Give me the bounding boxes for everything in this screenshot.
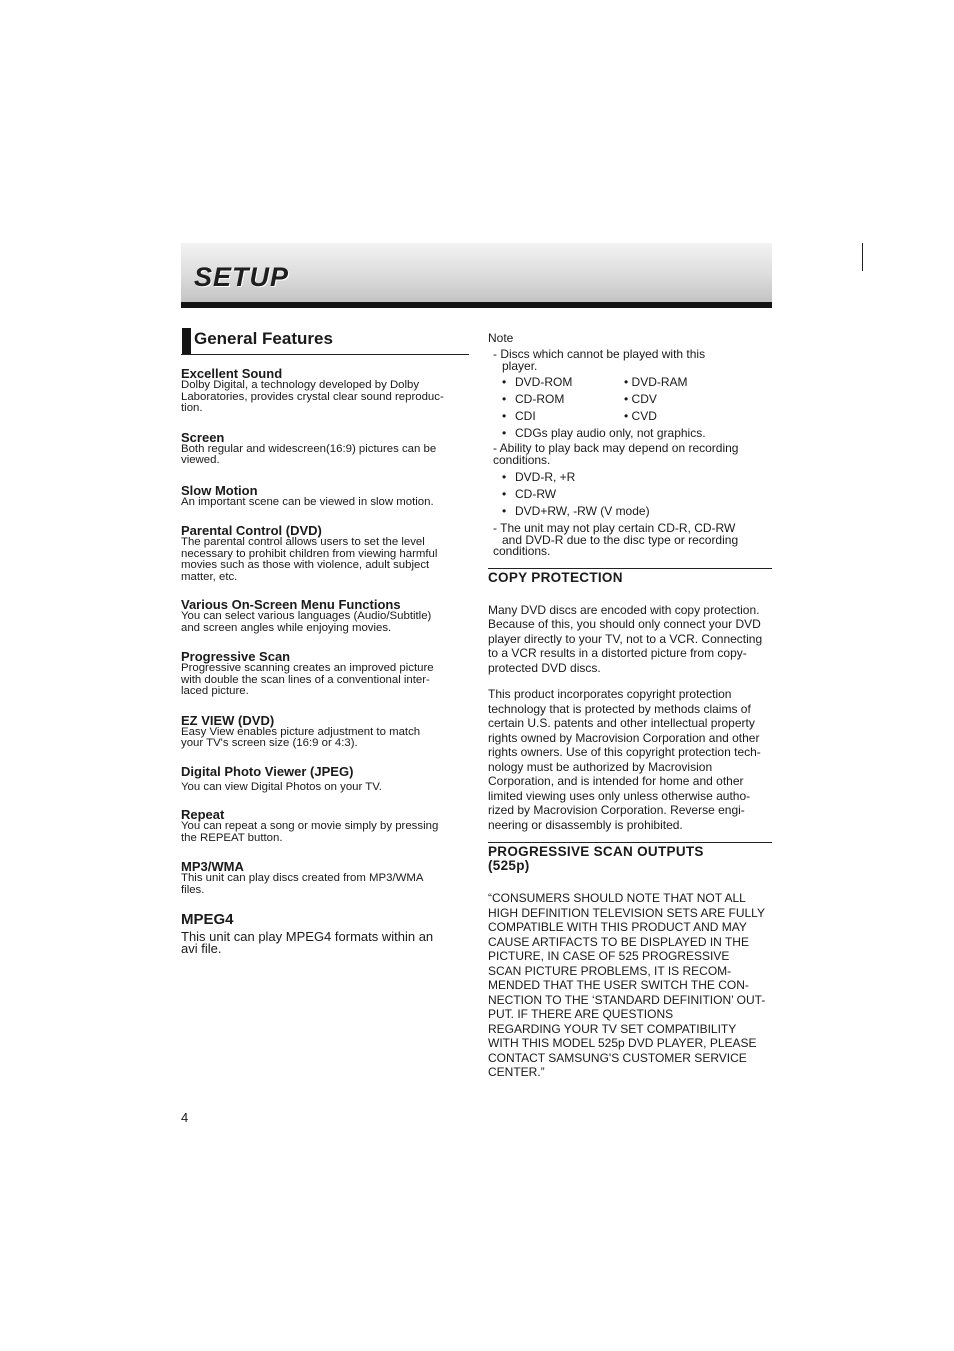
body-line: Many DVD discs are encoded with copy protection. [488,602,760,617]
body-line: limited viewing uses only unless otherwise autho- [488,788,751,803]
feature-slow-motion [181,484,469,509]
feature-title: Various On-Screen Menu Functions [181,597,401,612]
feature-screen [181,431,469,467]
progressive-outputs-body [488,891,772,1080]
cdg-row [488,425,772,442]
feature-text-line: An important scene can be viewed in slow motion. [181,495,434,508]
feature-mpeg4 [181,912,469,954]
disc-type: • CDV [624,392,657,406]
feature-text-line: Dolby Digital, a technology developed by Dolby [181,379,420,391]
feature-text-line: your TV's screen size (16:9 or 4:3). [181,737,358,749]
bullet-dot: • [502,487,507,501]
heading-marker-bar [182,328,191,354]
feature-title: Screen [181,429,225,445]
body-line: player directly to your TV, not to a VCR. Connecting [488,631,763,646]
progressive-outputs-title: PROGRESSIVE SCAN OUTPUTS [488,844,704,859]
body-line: CENTER.” [488,1065,545,1079]
crop-mark [862,243,863,271]
feature-mp3-wma [181,860,469,896]
feature-title: Repeat [181,807,225,822]
note-line: conditions. [493,544,551,558]
body-line: “CONSUMERS SHOULD NOTE THAT NOT ALL [488,891,746,905]
note-ability [488,443,772,466]
feature-text-line: laced picture. [181,685,249,697]
page-number: 4 [181,1110,189,1125]
general-features-title: General Features [194,329,333,348]
feature-text-line: You can view Digital Photos on your TV. [181,780,382,793]
feature-title: MPEG4 [181,911,234,928]
feature-excellent-sound [181,367,469,415]
note-line: and DVD-R due to the disc type or recording [502,532,739,547]
recordable-row [488,469,772,486]
body-line: SCAN PICTURE PROBLEMS, IT IS RECOM- [488,963,732,978]
bullet-dot: • [502,504,507,518]
feature-title: EZ VIEW (DVD) [181,712,275,728]
body-line: rized by Macrovision Corporation. Reverse engi- [488,803,745,817]
feature-title: Excellent Sound [181,366,283,381]
recordable-type: DVD+RW, -RW (V mode) [515,504,650,518]
disc-type: • DVD-RAM [624,375,688,389]
feature-text-line: avi file. [181,940,222,956]
note-line: - Discs which cannot be played with this [493,347,706,361]
disc-row [488,391,772,408]
feature-text-line: matter, etc. [181,570,238,583]
body-line: COMPATIBLE WITH THIS PRODUCT AND MAY [488,920,747,934]
body-line: MENDED THAT THE USER SWITCH THE CON- [488,978,749,992]
feature-ez-view [181,714,469,750]
cdg-note: CDGs play audio only, not graphics. [515,426,706,440]
body-line: Because of this, you should only connect your DVD [488,617,761,631]
feature-text-line: Laboratories, provides crystal clear sound reproduc- [181,390,444,403]
copy-protection-title: COPY PROTECTION [488,569,623,585]
feature-title: MP3/WMA [181,859,244,874]
body-line: HIGH DEFINITION TELEVISION SETS ARE FULLY [488,905,765,920]
bullet-dot: • [502,392,507,406]
feature-text-line: with double the scan lines of a conventional inter- [181,673,430,686]
feature-text-line: files. [181,883,205,896]
progressive-outputs-title: (525p) [488,858,530,873]
body-line: REGARDING YOUR TV SET COMPATIBILITY [488,1021,737,1036]
feature-text-line: This unit can play discs created from MP3/WMA [181,872,424,884]
body-line: PICTURE, IN CASE OF 525 PROGRESSIVE [488,949,730,963]
feature-text-line: necessary to prohibit children from viewing harmful [181,547,438,560]
feature-text-line: movies such as those with violence, adult subject [181,559,430,571]
note-line: - Ability to play back may depend on recording [493,441,739,455]
bullet-dot: • [502,470,507,484]
feature-title: Digital Photo Viewer (JPEG) [181,763,354,779]
body-line: PUT. IF THERE ARE QUESTIONS [488,1007,674,1021]
disc-type: CD-ROM [515,392,565,406]
feature-text-line: This unit can play MPEG4 formats within an [181,929,434,944]
feature-repeat [181,808,469,844]
disc-type: CDI [515,409,536,423]
feature-title: Parental Control (DVD) [181,523,322,538]
feature-text-line: You can select various languages (Audio/Subtitle) [181,610,432,622]
recordable-type: DVD-R, +R [515,470,576,484]
body-line: neering or disassembly is prohibited. [488,817,683,832]
banner-rule [181,302,772,308]
feature-title: Slow Motion [181,482,258,498]
bullet-dot: • [502,426,507,440]
general-features-header [181,326,469,355]
body-line: rights owners. Use of this copyright protection tech- [488,745,761,759]
note-unit-may-not [488,523,772,558]
disc-row [488,374,772,391]
feature-digital-photo-viewer [181,765,469,794]
disc-list [488,374,772,442]
feature-text-line: viewed. [181,454,220,466]
feature-text-line: Easy View enables picture adjustment to match [181,725,421,738]
body-line: CAUSE ARTIFACTS TO BE DISPLAYED IN THE [488,934,749,949]
feature-text-line: and screen angles while enjoying movies. [181,621,392,634]
feature-text-line: the REPEAT button. [181,831,283,844]
recordable-row [488,503,772,520]
general-features-column [181,326,469,954]
copy-protection-section [488,568,772,833]
body-line: technology that is protected by methods claims of [488,701,751,716]
feature-parental-control [181,524,469,583]
body-line: Corporation, and is intended for home and other [488,774,744,788]
body-line: to a VCR results in a distorted picture from copy- [488,646,747,660]
feature-progressive-scan [181,650,469,698]
body-line: certain U.S. patents and other intellectual property [488,716,755,730]
disc-type: DVD-ROM [515,375,573,389]
body-line: protected DVD discs. [488,660,601,675]
note-line: - The unit may not play certain CD-R, CD-RW [493,521,736,535]
recordable-type: CD-RW [515,487,557,501]
copy-protection-para-1 [488,603,772,676]
note-cannot-play [488,349,772,372]
copy-protection-para-2 [488,687,772,832]
feature-text-line: You can repeat a song or movie simply by pressing [181,820,439,832]
body-line: CONTACT SAMSUNG'S CUSTOMER SERVICE [488,1050,747,1065]
feature-text-line: The parental control allows users to set the level [181,536,425,548]
disc-row [488,408,772,425]
body-line: This product incorporates copyright protection [488,687,732,701]
bullet-dot: • [502,375,507,389]
note-line: player. [502,358,538,373]
body-line: nology must be authorized by Macrovision [488,759,713,774]
right-column [488,331,772,1080]
body-line: NECTION TO THE ‘STANDARD DEFINITION’ OUT- [488,992,766,1007]
feature-text-line: Both regular and widescreen(16:9) pictures can be [181,442,437,455]
page-title: SETUP [194,262,290,292]
feature-title: Progressive Scan [181,649,291,664]
recordable-list [488,469,772,520]
feature-text-line: tion. [181,402,203,414]
bullet-dot: • [502,409,507,423]
note-label: Note [488,331,514,345]
recordable-row [488,486,772,503]
body-line: rights owned by Macrovision Corporation and other [488,730,760,745]
feature-on-screen-menu [181,598,469,634]
feature-text-line: Progressive scanning creates an improved picture [181,662,434,674]
note-line: conditions. [493,452,551,467]
body-line: WITH THIS MODEL 525p DVD PLAYER, PLEASE [488,1036,757,1050]
progressive-outputs-section [488,842,772,1080]
disc-type: • CVD [624,409,657,423]
